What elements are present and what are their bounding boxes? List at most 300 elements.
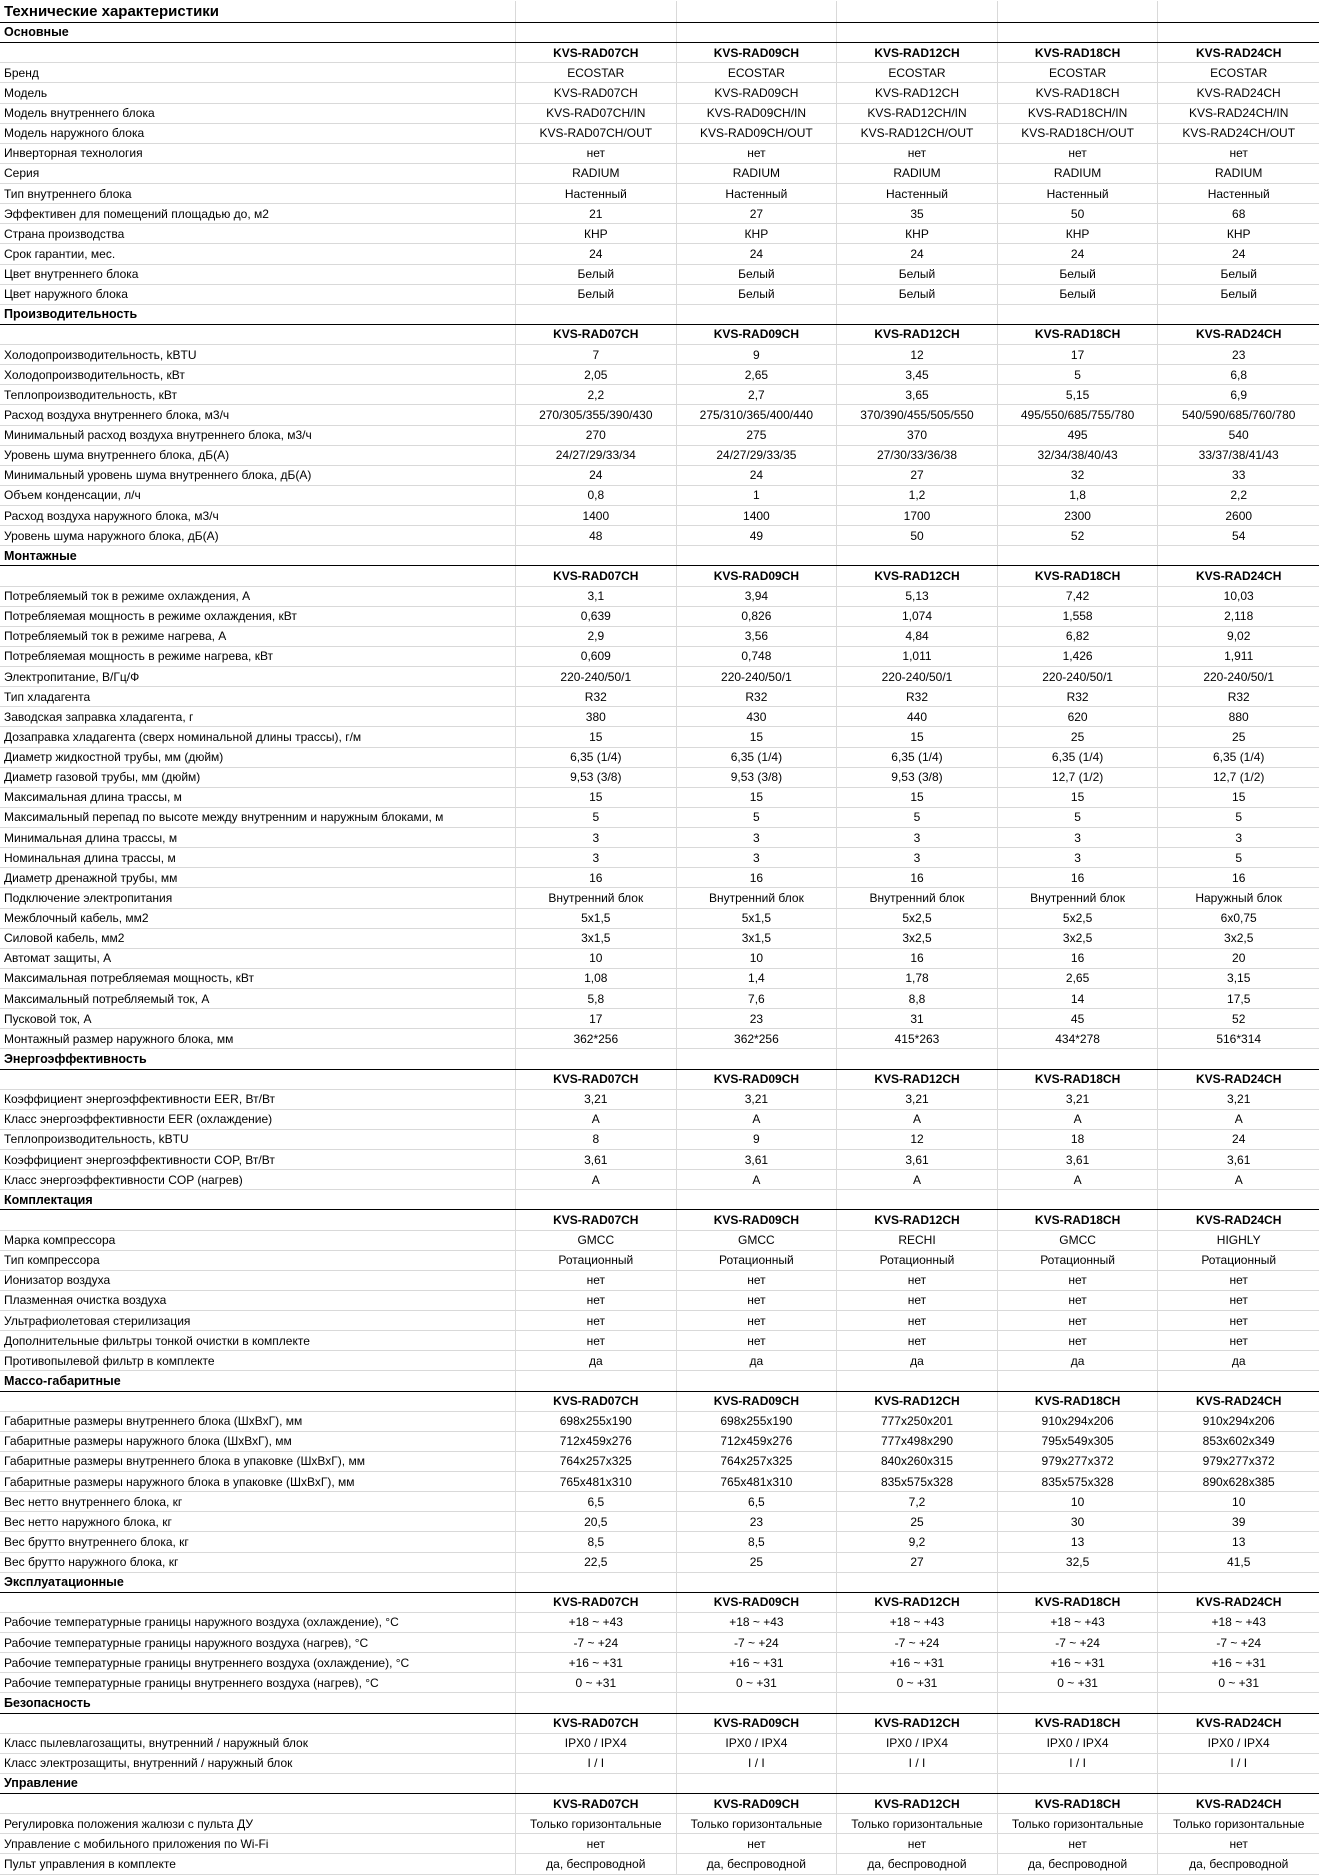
value-cell [1158, 1653, 1319, 1672]
cell-value: 2,05 [584, 367, 608, 382]
table-row [0, 727, 1319, 747]
table-row [0, 1331, 1319, 1351]
value-cell [998, 1251, 1159, 1270]
row-label: Модель наружного блока [4, 126, 145, 141]
value-cell [516, 1150, 677, 1169]
value-cell [837, 184, 998, 203]
cell-value: Белый [1220, 267, 1257, 282]
cell-value: R32 [1227, 689, 1250, 704]
cell-value: 16 [589, 870, 603, 885]
cell-value: 15 [910, 729, 924, 744]
row-label: Расход воздуха внутреннего блока, м3/ч [4, 407, 230, 422]
value-cell [1158, 144, 1319, 163]
value-cell [998, 285, 1159, 304]
value-cell [677, 768, 838, 787]
value-cell [837, 868, 998, 887]
section-title-cell [0, 1693, 516, 1712]
cell-value: 48 [589, 528, 603, 543]
table-row [0, 405, 1319, 425]
value-cell [998, 365, 1159, 384]
cell-value: 15 [1232, 790, 1246, 805]
row-label-cell [0, 1814, 516, 1833]
row-label-cell [0, 828, 516, 847]
value-cell [837, 426, 998, 445]
row-label: Вес брутто внутреннего блока, кг [4, 1534, 189, 1549]
value-cell [677, 1834, 838, 1853]
value-cell [998, 969, 1159, 988]
cell-value: А [752, 1112, 761, 1127]
value-cell [516, 888, 677, 907]
cell-value: Только горизонтальные [1011, 1816, 1144, 1831]
column-header: KVS-RAD18CH [1034, 1595, 1121, 1610]
row-label-cell [0, 1492, 516, 1511]
value-cell [1158, 1854, 1319, 1873]
cell-value: 3,21 [1227, 1092, 1251, 1107]
cell-value: 220-240/50/1 [1203, 669, 1275, 684]
row-label-cell [0, 1150, 516, 1169]
row-label: Рабочие температурные границы внутреннего воздуха (нагрев), °С [4, 1675, 379, 1690]
table-row [0, 1231, 1319, 1251]
cell-value: 23 [749, 1514, 764, 1529]
column-header: KVS-RAD07CH [553, 327, 639, 342]
cell-value: HIGHLY [1216, 1233, 1261, 1248]
cell-value: да [1070, 1353, 1085, 1368]
value-cell [516, 727, 677, 746]
value-cell [998, 949, 1159, 968]
value-cell [516, 909, 677, 928]
value-cell [516, 124, 677, 143]
cell-value: А [1073, 1172, 1082, 1187]
cell-value: 24 [1070, 246, 1085, 261]
cell-value: 3,21 [905, 1092, 929, 1107]
column-header-cell [837, 566, 998, 585]
table-row [0, 1150, 1319, 1170]
row-label: Класс электрозащиты, внутренний / наружный блок [4, 1756, 293, 1771]
table-row [0, 1653, 1319, 1673]
cell-value: Белый [577, 287, 615, 302]
cell-value: 3 [913, 830, 921, 845]
value-cell [1158, 1613, 1319, 1632]
value-cell [837, 1633, 998, 1652]
cell-value: 25 [749, 1555, 764, 1570]
cell-value: Настенный [1207, 186, 1270, 201]
value-cell [677, 1351, 838, 1370]
row-label: Максимальная потребляемая мощность, кВт [4, 971, 254, 986]
value-cell [1158, 104, 1319, 123]
table-row [0, 164, 1319, 184]
row-label: Объем конденсации, л/ч [4, 488, 141, 503]
cell-value: Ротационный [719, 1253, 794, 1268]
column-header: KVS-RAD12CH [874, 1212, 960, 1227]
column-header: KVS-RAD12CH [874, 1072, 960, 1087]
cell-value: 5х2,5 [902, 911, 932, 926]
value-cell [677, 788, 838, 807]
column-header: KVS-RAD18CH [1034, 1716, 1121, 1731]
cell-value: КНР [1226, 226, 1251, 241]
column-header-row [0, 1593, 1319, 1613]
column-header: KVS-RAD07CH [553, 1716, 639, 1731]
value-cell [677, 426, 838, 445]
value-cell [998, 1231, 1159, 1250]
cell-value: нет [1068, 146, 1087, 161]
value-cell [677, 83, 838, 102]
value-cell [516, 828, 677, 847]
row-label-cell [0, 184, 516, 203]
value-cell [998, 1432, 1159, 1451]
cell-value: 33/37/38/41/43 [1198, 448, 1279, 463]
value-cell [516, 365, 677, 384]
cell-value: GMCC [738, 1233, 775, 1248]
cell-value: Белый [577, 267, 615, 282]
column-header: KVS-RAD24CH [1196, 1072, 1282, 1087]
column-header-cell [677, 1794, 838, 1813]
cell-value: 25 [1070, 729, 1085, 744]
title-cell [0, 1, 516, 22]
cell-value: KVS-RAD18CH/OUT [1021, 126, 1134, 141]
value-cell [1158, 1432, 1319, 1451]
cell-value: 362*256 [573, 1031, 619, 1046]
table-row [0, 848, 1319, 868]
cell-value: 712х459х276 [559, 1434, 632, 1449]
column-header: KVS-RAD24CH [1196, 1716, 1282, 1731]
value-cell [516, 385, 677, 404]
value-cell [677, 124, 838, 143]
column-header-cell [998, 1794, 1159, 1813]
cell-value: 275/310/365/400/440 [699, 407, 814, 422]
value-cell [998, 627, 1159, 646]
row-label: Тип компрессора [4, 1253, 100, 1268]
row-label-cell [0, 848, 516, 867]
value-cell [837, 1834, 998, 1853]
row-label-cell [0, 204, 516, 223]
value-cell [516, 1231, 677, 1250]
section-header-row [0, 1774, 1319, 1794]
cell-value: 0 ~ +31 [575, 1675, 617, 1690]
value-cell [837, 1009, 998, 1028]
row-label-cell [0, 808, 516, 827]
row-label: Минимальная длина трассы, м [4, 830, 178, 845]
table-row [0, 63, 1319, 83]
cell-value: 27 [910, 468, 924, 483]
value-cell [837, 1029, 998, 1048]
cell-value: 12,7 (1/2) [1051, 770, 1104, 785]
cell-value: 16 [1070, 951, 1085, 966]
empty-cell [677, 1, 838, 22]
cell-value: 54 [1232, 528, 1246, 543]
table-row [0, 929, 1319, 949]
cell-value: 24 [1232, 246, 1246, 261]
value-cell [837, 164, 998, 183]
row-label: Уровень шума наружного блока, дБ(А) [4, 528, 219, 543]
value-cell [998, 426, 1159, 445]
value-cell [998, 1271, 1159, 1290]
value-cell [677, 929, 838, 948]
value-cell [837, 1251, 998, 1270]
cell-value: нет [1068, 1273, 1087, 1288]
value-cell [677, 405, 838, 424]
value-cell [516, 446, 677, 465]
row-label-cell [0, 748, 516, 767]
cell-value: 23 [1232, 347, 1246, 362]
cell-value: нет [907, 1273, 927, 1288]
value-cell [516, 1170, 677, 1189]
cell-value: А [1073, 1112, 1082, 1127]
value-cell [677, 808, 838, 827]
cell-value: KVS-RAD07CH [553, 85, 638, 100]
cell-value: нет [586, 1333, 605, 1348]
value-cell [1158, 1029, 1319, 1048]
value-cell [516, 1009, 677, 1028]
value-cell [837, 1311, 998, 1330]
value-cell [998, 1412, 1159, 1431]
cell-value: 6,9 [1230, 387, 1248, 402]
cell-value: 434*278 [1055, 1031, 1100, 1046]
value-cell [837, 1472, 998, 1491]
row-label: Рабочие температурные границы наружного воздуха (охлаждение), °С [4, 1615, 399, 1630]
column-header: KVS-RAD18CH [1034, 1796, 1121, 1811]
value-cell [837, 647, 998, 666]
value-cell [998, 1492, 1159, 1511]
value-cell [1158, 1734, 1319, 1753]
table-row [0, 1532, 1319, 1552]
column-header-cell [998, 566, 1159, 585]
cell-value: 27 [910, 1555, 924, 1570]
cell-value: 415*263 [894, 1031, 940, 1046]
section-title-cell [0, 1190, 516, 1209]
cell-value: А [752, 1172, 761, 1187]
empty-cell [998, 1, 1159, 22]
row-label: Теплопроизводительность, kBTU [4, 1132, 189, 1147]
column-header-row [0, 1070, 1319, 1090]
value-cell [677, 1653, 838, 1672]
row-label-cell [0, 1170, 516, 1189]
cell-value: Наружный блок [1195, 890, 1283, 905]
cell-value: +16 ~ +31 [729, 1655, 784, 1670]
value-cell [516, 63, 677, 82]
row-label-cell [0, 1734, 516, 1753]
cell-value: нет [586, 1293, 605, 1308]
cell-value: 9 [753, 347, 760, 362]
value-cell [837, 587, 998, 606]
value-cell [677, 989, 838, 1008]
cell-value: 2,2 [587, 387, 605, 402]
cell-value: нет [747, 1293, 766, 1308]
cell-value: 6,5 [748, 1494, 765, 1509]
value-cell [1158, 1633, 1319, 1652]
value-cell [677, 828, 838, 847]
column-header-cell [998, 1210, 1159, 1229]
cell-value: 5х1,5 [581, 911, 611, 926]
cell-value: 3х2,5 [1062, 931, 1093, 946]
value-cell [837, 768, 998, 787]
value-cell [998, 184, 1159, 203]
value-cell [837, 1492, 998, 1511]
value-cell [677, 1110, 838, 1129]
cell-value: нет [1068, 1313, 1087, 1328]
value-cell [1158, 446, 1319, 465]
row-label: Монтажный размер наружного блока, мм [4, 1031, 234, 1046]
cell-value: Только горизонтальные [530, 1816, 662, 1831]
cell-value: ECOSTAR [1210, 65, 1268, 80]
cell-value: 6,35 (1/4) [891, 750, 943, 765]
row-label: Пусковой ток, А [4, 1011, 92, 1026]
empty-cell [677, 1371, 838, 1390]
row-label: Бренд [4, 65, 39, 80]
row-label: Габаритные размеры наружного блока в упаковке (ШхВхГ), мм [4, 1474, 355, 1489]
cell-value: да [588, 1353, 603, 1368]
cell-value: 50 [910, 528, 924, 543]
cell-value: KVS-RAD24CH/IN [1189, 106, 1289, 121]
value-cell [677, 848, 838, 867]
value-cell [837, 808, 998, 827]
column-header-cell [1158, 1070, 1319, 1089]
cell-value: +18 ~ +43 [729, 1615, 784, 1630]
value-cell [837, 1412, 998, 1431]
cell-value: +18 ~ +43 [889, 1615, 945, 1630]
value-cell [837, 1130, 998, 1149]
row-label-cell [0, 1311, 516, 1330]
value-cell [1158, 426, 1319, 445]
row-label-cell [0, 83, 516, 102]
value-cell [998, 164, 1159, 183]
column-header-cell [837, 1593, 998, 1612]
row-label: Расход воздуха наружного блока, м3/ч [4, 508, 219, 523]
value-cell [1158, 1673, 1319, 1692]
value-cell [516, 1029, 677, 1048]
cell-value: нет [586, 1313, 605, 1328]
value-cell [1158, 345, 1319, 364]
column-header-cell [998, 43, 1159, 62]
value-cell [1158, 83, 1319, 102]
cell-value: 1700 [903, 508, 931, 523]
value-cell [516, 1854, 677, 1873]
column-header-row [0, 1714, 1319, 1734]
cell-value: нет [1229, 1313, 1248, 1328]
cell-value: 2,9 [587, 629, 605, 644]
cell-value: 795х549х305 [1041, 1434, 1114, 1449]
value-cell [837, 1734, 998, 1753]
value-cell [837, 1170, 998, 1189]
cell-value: 25 [1232, 729, 1246, 744]
value-cell [998, 1834, 1159, 1853]
value-cell [1158, 627, 1319, 646]
value-cell [1158, 1150, 1319, 1169]
value-cell [998, 587, 1159, 606]
cell-value: 24 [749, 468, 764, 483]
cell-value: Белый [1059, 267, 1096, 282]
table-row [0, 1854, 1319, 1874]
value-cell [516, 164, 677, 183]
cell-value: 3,61 [744, 1152, 769, 1167]
value-cell [837, 224, 998, 243]
value-cell [677, 1271, 838, 1290]
value-cell [837, 345, 998, 364]
value-cell [516, 1351, 677, 1370]
cell-value: Только горизонтальные [851, 1816, 983, 1831]
value-cell [1158, 768, 1319, 787]
empty-cell [677, 1774, 838, 1793]
value-cell [1158, 848, 1319, 867]
cell-value: Белый [898, 287, 936, 302]
row-label-cell [0, 1532, 516, 1551]
cell-value: 20 [1232, 951, 1246, 966]
row-label-cell [0, 285, 516, 304]
value-cell [998, 828, 1159, 847]
value-cell [1158, 265, 1319, 284]
cell-value: 16 [749, 870, 764, 885]
table-row [0, 647, 1319, 667]
value-cell [998, 989, 1159, 1008]
empty-cell [1158, 1049, 1319, 1068]
table-row [0, 184, 1319, 204]
row-label: Противопылевой фильтр в комплекте [4, 1353, 215, 1368]
column-header: KVS-RAD09CH [713, 568, 800, 583]
section-title-cell [0, 305, 516, 324]
table-row [0, 1834, 1319, 1854]
row-label: Тип внутреннего блока [4, 186, 132, 201]
cell-value: 3,61 [1227, 1152, 1251, 1167]
cell-value: да [1231, 1353, 1246, 1368]
value-cell [998, 1532, 1159, 1551]
column-header-cell [516, 43, 677, 62]
row-label-cell [0, 144, 516, 163]
cell-value: А [912, 1172, 921, 1187]
cell-value: 1,911 [1224, 649, 1254, 664]
cell-value: KVS-RAD09CH/OUT [700, 126, 813, 141]
cell-value: 16 [1232, 870, 1246, 885]
value-cell [1158, 868, 1319, 887]
value-cell [677, 868, 838, 887]
value-cell [516, 526, 677, 545]
cell-value: 7,2 [908, 1494, 926, 1509]
column-header-cell [1158, 1210, 1319, 1229]
cell-value: 9,2 [908, 1534, 926, 1549]
value-cell [516, 607, 677, 626]
column-header: KVS-RAD18CH [1034, 1072, 1121, 1087]
value-cell [1158, 1351, 1319, 1370]
column-header-cell [677, 1070, 838, 1089]
empty-cell [516, 1049, 677, 1068]
value-cell [516, 969, 677, 988]
cell-value: RADIUM [732, 166, 781, 181]
cell-value: 370 [906, 428, 927, 443]
cell-value: IPX0 / IPX4 [725, 1736, 788, 1751]
cell-value: 24 [589, 468, 603, 483]
section-title-cell [0, 1774, 516, 1793]
cell-value: 1,011 [902, 649, 932, 664]
value-cell [1158, 365, 1319, 384]
cell-value: 24 [1232, 1132, 1246, 1147]
value-cell [998, 1009, 1159, 1028]
value-cell [998, 1351, 1159, 1370]
cell-value: нет [907, 146, 927, 161]
value-cell [998, 385, 1159, 404]
cell-value: 8,5 [587, 1534, 605, 1549]
value-cell [516, 265, 677, 284]
value-cell [1158, 1271, 1319, 1290]
cell-value: -7 ~ +24 [573, 1635, 619, 1650]
table-row [0, 124, 1319, 144]
row-label: Коэффициент энергоэффективности COP, Вт/Вт [4, 1152, 275, 1167]
table-row [0, 1090, 1319, 1110]
cell-value: 10 [589, 951, 603, 966]
value-cell [677, 104, 838, 123]
value-cell [516, 345, 677, 364]
cell-value: +18 ~ +43 [1050, 1615, 1105, 1630]
column-header: KVS-RAD09CH [713, 1212, 800, 1227]
row-label-cell [0, 707, 516, 726]
cell-value: KVS-RAD24CH [1196, 85, 1281, 100]
